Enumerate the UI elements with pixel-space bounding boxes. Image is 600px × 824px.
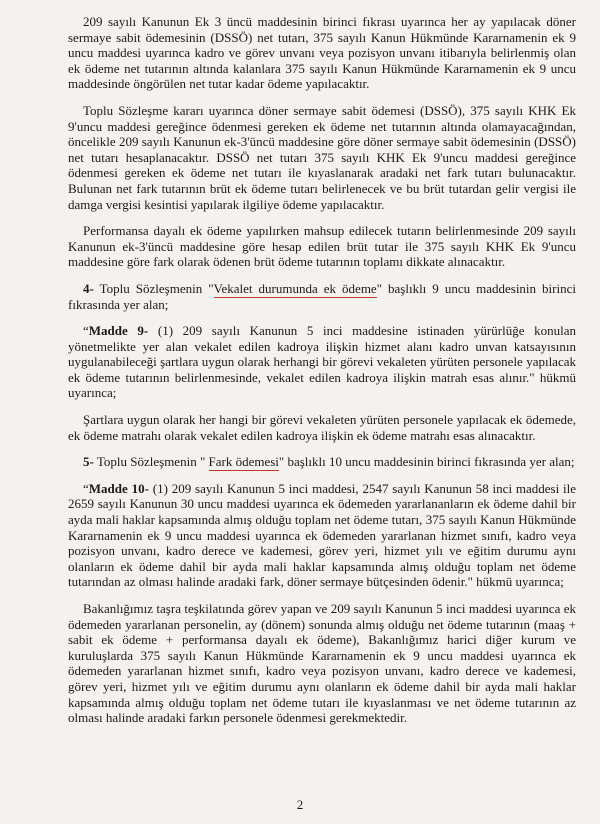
item-number-4: 4- — [83, 280, 94, 296]
item-4-suffix: " başlıklı 9 uncu maddesinin birinci fıkrasında yer alan; — [68, 280, 576, 312]
item-4-prefix: Toplu Sözleşmenin " — [93, 280, 214, 296]
paragraph-dsso-net: 209 sayılı Kanunun Ek 3 üncü maddesinin birinci fıkrası uyarınca her ay yapılacak döner sermaye sabit ödemesinin (DSSÖ) net tutarı, 375 sayılı Kanun Hükmünde Kararnamenin ek 9 uncu maddesi uyarınca kadro ve görev unvanı veya pozisyon unvanı itibarıyla belirlenmiş olan ek ödeme net tutarının altında kalanlara 375 sayılı Kanun Hükmünde Kararnamenin ek 9 uncu maddesinde öngörülen net tutar kadar ödeme yapılacaktır. — [68, 14, 576, 92]
madde-10-body: (1) 209 sayılı Kanunun 5 inci maddesi, 2547 sayılı Kanunun 58 inci maddesi ile 2659 sayılı Kanunun 30 uncu maddesi uyarınca ek ödemeden yararlananların ek ödeme dahil bir ayda mali haklar kapsamında almış olduğu toplam net ödeme tutarı, 375 sayılı Kanun Hükmünde Kararnamenin ek 9 uncu maddesi uyarınca ek ödemeden yararlanan hizmet sınıfı, kadro veya pozisyon unvanı, kadro derece ve kademesi, görev yeri, hizmet yılı ve eğitim durumu aynı olanların ek ödeme dahil bir ayda mali haklar kapsamında almış olduğu toplam net ödeme tutarından az olması halinde aradaki fark, döner sermaye bütçesinden ödenir." hükmü uyarınca; — [68, 480, 576, 590]
paragraph-madde-9 — [68, 323, 576, 401]
madde-9-body: (1) 209 sayılı Kanunun 5 inci maddesine istinaden yürürlüğe konulan yönetmelikte yer alan vekalet edilen kadroya ilişkin hizmet alanı kadro unvan katsayısının uygulanabileceği şartlara uygun olarak herhangi bir görevi vekaleten yürüten personele yapılacak ek ödeme tutarının belirlenmesinde, vekalet edilen kadroya ilişkin matrah esas alınır." hükmü uyarınca; — [68, 323, 576, 401]
paragraph-performans: Performansa dayalı ek ödeme yapılırken mahsup edilecek tutarın belirlenmesinde 209 sayılı Kanunun ek-3'üncü maddesine göre hesap edilen brüt tutar ile 375 sayılı KHK Ek 9'uncu maddesine göre fark olarak ödenen brüt ödeme tutarının toplamı dikkate alınacaktır. — [68, 223, 576, 270]
paragraph-bakanlik-tasra: Bakanlığımız taşra teşkilatında görev yapan ve 209 sayılı Kanunun 5 inci maddesi uyarınca ek ödemeden yararlanan personelin, ay (dönem) sonunda almış olduğu net ödeme tutarının (maaş + sabit ek ödeme + performansa dayalı ek ödeme), Bakanlığımız harici diğer kurum ve kuruluşlarda 375 sayılı Kanun Hükmünde Kararnamenin ek 9 uncu maddesi uyarınca ek ödemeden yararlanan hizmet sınıfı, kadro veya pozisyon unvanı, kadro derece ve kademesi, görev yeri, hizmet yılı ve eğitim durumu aynı olanların ek ödeme dahil bir ayda mali haklar kapsamında almış olduğu toplam net ödeme tutarı ile kıyaslanması ve net ödeme tutarının az olması halinde aradaki farkın personele ödenmesi gerekmektedir. — [68, 601, 576, 726]
paragraph-madde-10 — [68, 481, 576, 590]
item-5-suffix: " başlıklı 10 uncu maddesinin birinci fıkrasında yer alan; — [278, 454, 575, 470]
paragraph-vekalet-esas: Şartlara uygun olarak her hangi bir görevi vekaleten yürüten personele yapılacak ek ödemede, ek ödeme matrahı olarak vekalet edilen kadroya ilişkin ek ödeme matrahı esas alınacaktır. — [68, 412, 576, 443]
item-5-prefix: Toplu Sözleşmenin " — [93, 454, 209, 470]
page-number: 2 — [296, 797, 304, 812]
item-number-5: 5- — [83, 454, 94, 470]
paragraph-toplu-sozlesme-karari: Toplu Sözleşme kararı uyarınca döner sermaye sabit ödemesi (DSSÖ), 375 sayılı KHK Ek 9'uncu maddesi gereğince ödenmesi gereken ek ödeme net tutarının altında olamayacağından, öncelikle 209 sayılı Kanunun ek-3'üncü maddesine göre döner sermaye sabit ödemesinin (DSSÖ) net tutarı hesaplanacaktır. DSSÖ net tutarı 375 sayılı KHK Ek 9'uncu maddesi gereğince ödenmesi gereken ek ödeme net tutarı ile kıyaslanarak aradaki net fark tutarı bulunacaktır. Bulunan net fark tutarının brüt ek ödeme tutarı belirlenecek ve bu brüt tutardan gelir vergisi ile damga vergisi kesintisi yapılarak ilgiliye ödeme yapılacaktır. — [68, 102, 576, 212]
paragraph-item-4 — [68, 281, 576, 312]
madde-9-title: Madde 9- — [88, 323, 149, 339]
madde-10-title: Madde 10- — [88, 480, 149, 496]
paragraph-item-5 — [68, 454, 576, 470]
item-5-title: Fark ödemesi — [208, 454, 279, 470]
item-4-title: Vekalet durumunda ek ödeme — [213, 280, 377, 296]
quote-open-10: “ — [83, 480, 89, 496]
quote-open-9: “ — [83, 323, 89, 339]
